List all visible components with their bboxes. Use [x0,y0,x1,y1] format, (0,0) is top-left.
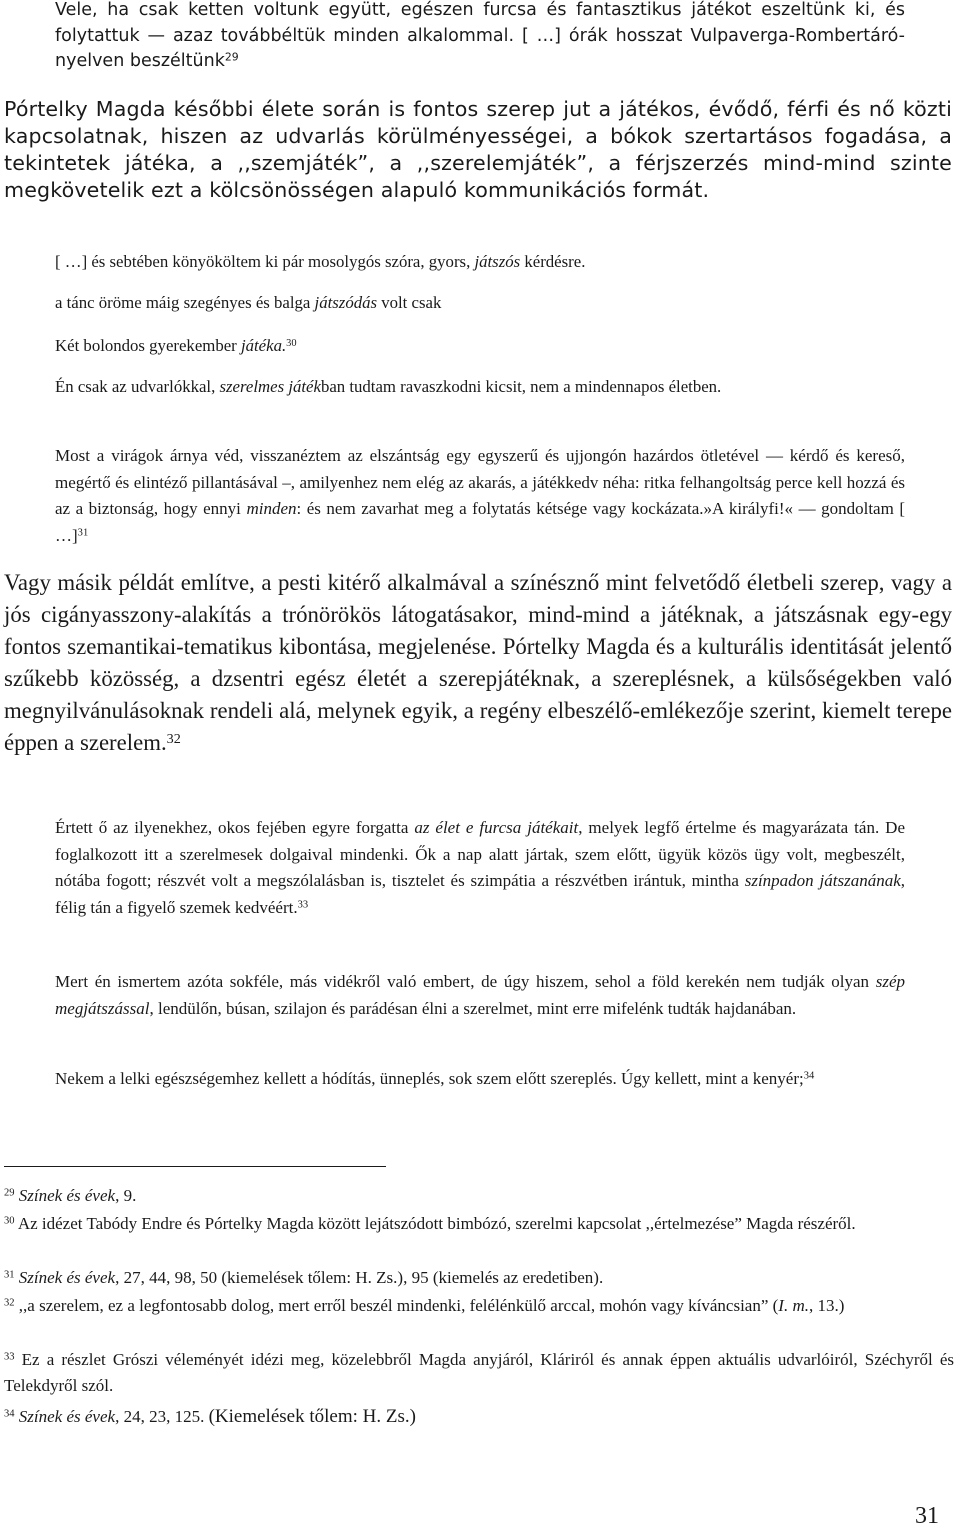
footnote-ref-30: 30 [286,337,297,349]
quote-text: , félig tán a figyelő szemek kedvéért. [55,871,905,917]
quote-emphasis: játéka. [240,336,287,355]
quote-viragok-arnya [55,443,905,549]
quote-text: Nekem a lelki egészségemhez kellett a hódítás, ünneplés, sok szem előtt szereplés. Úgy kellett, mint a kenyér; [55,1069,804,1088]
body-paragraph [4,567,952,759]
quote-text: Mert én ismertem azóta sokféle, más vidékről való embert, de úgy hiszem, sehol a föld kerekén nem tudják olyan [55,972,876,991]
quote-jateka [55,333,905,358]
footnote-text: ,,a szerelem, ez a legfontosabb dolog, mert erről beszél mindenki, felélénkülő arccal, mohón vagy kíváncsian” ( [14,1296,779,1315]
quote-jatszodas [55,290,905,315]
quote-emphasis: színpadon játszanának [744,871,901,890]
footnote-ref-32: 32 [166,730,181,747]
footnote-32 [4,1293,954,1319]
footnote-number: 34 [4,1408,15,1420]
quote-text: a tánc öröme máig szegényes és balga [55,293,315,312]
body-text: Vagy másik példát említve, a pesti kitérő alkalmával a színésznő mint felvetődő életbeli szerep, vagy a jós cigányasszony-alakítás a trónörökös látogatásakor, mind-mind a játéknak, a játszásnak egy-egy fontos szemantikai-tematikus kibontása, megjelenése. Pórtelky Magda és a kulturális identitását jelentő szűkebb közösség, a dzsentri egész életét a szerepjátéknak, a szereplésnek, a külsőségekben való megnyilvánulásoknak rendeli alá, melynek egyik, a regény elbeszélő-emlékezője szerint, kiemelt terepe éppen a szerelem. [4,570,952,755]
footnote-ref-29: 29 [224,50,239,64]
quote-nekem [55,1066,905,1093]
footnote-34 [4,1404,954,1430]
footnote-31 [4,1265,954,1291]
footnote-text: , 9. [115,1186,137,1205]
footnote-number: 32 [4,1297,15,1309]
intro-text: Vele, ha csak ketten voltunk együtt, egészen furcsa és fantasztikus játékot eszeltünk ki, és folytattuk — azaz továbbéltük minden alkalommal. [ …] órák hosszat Vulpaverga-Rombertáró-nyelven beszéltünk [55,0,905,71]
footnote-separator [4,1166,386,1167]
footnote-text: , 27, 44, 98, 50 (kiemelések tőlem: H. Zs.), 95 (kiemelés az eredetiben). [115,1268,604,1287]
footnote-text: , 13.) [809,1296,845,1315]
quote-emphasis: minden [246,499,297,518]
quote-text: [ …] és sebtében könyököltem ki pár mosolygós szóra, gyors, [55,252,475,271]
footnote-text: , 24, 23, 125. [115,1407,209,1426]
quote-emphasis: szép megjátszással [55,972,905,1018]
footnote-title: Színek és évek [18,1268,116,1287]
footnote-ref-31: 31 [77,527,89,539]
quote-text: volt csak [377,293,442,312]
quote-emphasis: játszós [474,252,521,271]
footnote-ref-34: 34 [803,1070,815,1082]
footnote-title: Színek és évek [18,1186,116,1205]
quote-text: ban tudtam ravaszkodni kicsit, nem a mindennapos életben. [320,377,722,396]
footnote-30 [4,1211,954,1237]
footnote-ref-33: 33 [297,899,309,911]
quote-text: , lendülőn, búsan, szilajon és parádésan élni a szerelmet, mint erre mifelénk tudták hajdanában. [149,998,797,1018]
intro-quote [55,0,905,75]
quote-ertett-o [55,815,905,921]
footnote-text: Ez a részlet Grószi véleményét idézi meg, közelebbről Magda anyjáról, Kláriról és annak éppen aktuális udvarlóiról, Széchyről és Telekdyről szól. [4,1350,954,1395]
quote-text: Most a virágok árnya véd, visszanéztem az elszántság egy egyszerű és ujjongón hazárdos ötletével — kérdő és kereső, megértő és elintéző pillantásával –, amilyenhez nem elég az akarás, a játékkedv néha: ritka felhangoltság perce kell hozzá és az a biztonság, hogy ennyi [55,446,905,518]
footnote-number: 29 [4,1187,15,1199]
quote-szerelmes-jatek [55,374,905,399]
footnote-33 [4,1347,954,1399]
quote-text: , melyek legfő értelme és magyarázata tán. De foglalkozott itt a szerelmesek dolgaival mindenki. Ők a nap alatt jártak, szem előtt, ügyük közös ügy volt, megbeszélt, nótába fogott; részvét volt a megszólalásban is, tisztelet és szimpátia a részvétben irántuk, mintha [55,818,905,890]
quote-text: Én csak az udvarlókkal, [55,377,220,396]
footnote-number: 33 [4,1351,15,1363]
quote-text: : és nem zavarhat meg a folytatás kétsége vagy kockázata.»A királyfi!« — gondoltam [ …] [55,499,905,545]
quote-jatszos [55,249,905,274]
footnote-title: I. m. [778,1296,809,1315]
quote-emphasis: szerelmes játék [219,377,321,396]
page-number: 31 [915,1503,939,1529]
quote-text: kérdésre. [520,252,586,271]
quote-text: Értett ő az ilyenekhez, okos fejében egyre forgatta [55,818,415,837]
quote-emphasis: játszódás [314,293,378,312]
footnote-number: 30 [4,1215,15,1227]
footnote-text: Az idézet Tabódy Endre és Pórtelky Magda között lejátszódott bimbózó, szerelmi kapcsolat ,,értelmezése” Magda részéről. [14,1214,856,1233]
quote-mert-en [55,969,905,1022]
footnote-title: Színek és évek [18,1407,116,1426]
footnote-29 [4,1183,954,1209]
footnote-text: (Kiemelések tőlem: H. Zs.) [208,1406,416,1427]
quote-text: Két bolondos gyerekember [55,336,241,355]
main-paragraph: Pórtelky Magda későbbi élete során is fontos szerep jut a játékos, évődő, férfi és nő közti kapcsolatnak, hiszen az udvarlás körülményességei, a bókok szertartásos fogadása, a tekintetek játéka, a ,,szemjáték”, a ,,szerelemjáték”, a férjszerzés mind-mind szinte megkövetelik ezt a kölcsönösségen alapuló kommunikációs formát. [4,97,952,202]
quote-emphasis: az élet e furcsa játékait [414,818,579,837]
footnote-number: 31 [4,1269,15,1281]
